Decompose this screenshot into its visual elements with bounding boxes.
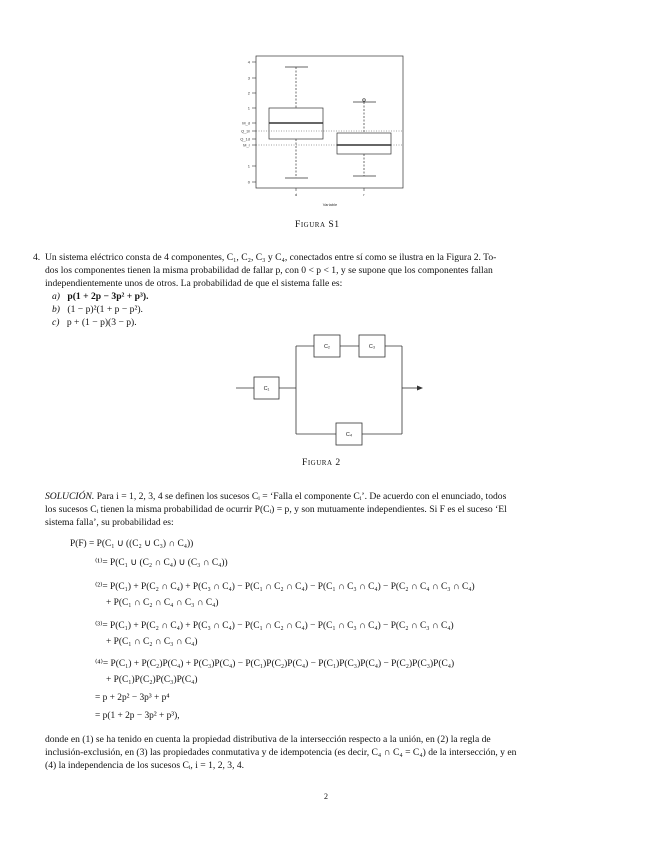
page-number: 2 bbox=[324, 792, 328, 801]
boxplot-chart bbox=[228, 52, 408, 212]
solution-line bbox=[45, 490, 619, 503]
option-c bbox=[52, 316, 137, 329]
y-tick-label: 4 bbox=[247, 59, 250, 65]
x-axis-label: Variable bbox=[322, 202, 338, 207]
component-label: C₂ bbox=[323, 344, 331, 350]
option-text: p(1 + 2p − 3p² + p³). bbox=[67, 291, 149, 302]
y-tick-label: 1 bbox=[247, 163, 250, 169]
circuit-diagram bbox=[230, 330, 430, 450]
solution-heading: SOLUCIÓN. bbox=[45, 491, 95, 502]
problem-statement-line: Un sistema eléctrico consta de 4 componentes, C₁, C₂, C₃ y C₄, conectados entre sí como se ilustra en la Figura 2. To- bbox=[45, 252, 497, 263]
component-label: C₃ bbox=[368, 344, 376, 350]
y-tick-label: 2 bbox=[247, 90, 250, 96]
box-r bbox=[337, 99, 391, 176]
equation-line: P(F) = P(C₁ ∪ ((C₂ ∪ C₃) ∩ C₄)) bbox=[70, 539, 194, 549]
box-d bbox=[269, 67, 323, 178]
y-tick-label: M_r bbox=[243, 142, 250, 148]
y-tick-label: 1 bbox=[247, 105, 250, 111]
y-tick-label: 3 bbox=[247, 75, 250, 81]
closing-line: inclusión-exclusión, en (3) las propiedades conmutativa y de idempotencia (es decir, C₄ ∩ C₄ = C₄) de la intersección, y en bbox=[45, 747, 517, 758]
x-tick-label: d bbox=[294, 192, 298, 197]
figure-s1-caption: Figura S1 bbox=[295, 219, 340, 230]
closing-line: (4) la independencia de los sucesos Cᵢ, i = 1, 2, 3, 4. bbox=[45, 760, 245, 771]
problem-number: 4. bbox=[33, 252, 41, 263]
solution-text: Para i = 1, 2, 3, 4 se definen los sucesos Cᵢ = ‘Falla el componente Cᵢ’. De acuerdo con el enunciado, todos bbox=[96, 491, 507, 502]
equation-line: ⁽³⁾= P(C₁) + P(C₂ ∩ C₄) + P(C₃ ∩ C₄) − P(C₁ ∩ C₂ ∩ C₄) − P(C₁ ∩ C₃ ∩ C₄) − P(C₂ ∩ C₃ ∩ C₄) bbox=[95, 621, 454, 631]
option-text: p + (1 − p)(3 − p). bbox=[66, 317, 137, 328]
equation-line: ⁽⁴⁾= P(C₁) + P(C₂)P(C₄) + P(C₃)P(C₄) − P(C₁)P(C₂)P(C₄) − P(C₁)P(C₃)P(C₄) − P(C₂)P(C₃)P(C₄) bbox=[95, 659, 455, 669]
y-tick-label: M_d bbox=[242, 120, 250, 126]
equation-line: = p(1 + 2p − 3p² + p³), bbox=[95, 711, 180, 721]
y-axis-labels bbox=[240, 60, 251, 185]
equation-line: ⁽²⁾= P(C₁) + P(C₂ ∩ C₄) + P(C₃ ∩ C₄) − P(C₁ ∩ C₂ ∩ C₄) − P(C₁ ∩ C₃ ∩ C₄) − P(C₂ ∩ C₄ ∩ C₃ ∩ C₄) bbox=[95, 582, 475, 592]
solution-line: sistema falla’, su probabilidad es: bbox=[45, 517, 174, 528]
equation-line: + P(C₁)P(C₂)P(C₃)P(C₄) bbox=[106, 675, 198, 685]
option-text: (1 − p)²(1 + p − p²). bbox=[67, 304, 143, 315]
x-tick-label: r bbox=[363, 192, 365, 197]
problem-statement-line: dos los componentes tienen la misma probabilidad de fallar p, con 0 < p < 1, y se supone que los componentes fallan bbox=[45, 265, 493, 276]
option-a bbox=[52, 290, 148, 303]
y-tick-label: Q_1d bbox=[240, 136, 250, 142]
option-label: a) bbox=[52, 291, 60, 302]
option-b bbox=[52, 303, 143, 316]
plot-frame bbox=[256, 56, 403, 188]
component-label: C₄ bbox=[345, 432, 353, 438]
y-tick-label: Q_3r bbox=[241, 128, 250, 134]
equation-line: ⁽¹⁾= P(C₁ ∪ (C₂ ∩ C₄) ∪ (C₃ ∩ C₄)) bbox=[95, 558, 228, 568]
component-label: C₁ bbox=[263, 386, 270, 392]
option-label: b) bbox=[52, 304, 60, 315]
closing-line: donde en (1) se ha tenido en cuenta la propiedad distributiva de la intersección respecto a la unión, en (2) la regla de bbox=[45, 734, 491, 745]
equation-line: = p + 2p² − 3p³ + p⁴ bbox=[95, 693, 170, 703]
output-arrow-icon bbox=[417, 386, 423, 391]
figure-s1 bbox=[228, 52, 408, 212]
option-label: c) bbox=[52, 317, 60, 328]
figure-2 bbox=[230, 330, 430, 450]
figure-2-caption: Figura 2 bbox=[302, 457, 341, 468]
equation-line: + P(C₁ ∩ C₂ ∩ C₄ ∩ C₃ ∩ C₄) bbox=[106, 598, 219, 608]
problem-statement-line: independientemente unos de otros. La probabilidad de que el sistema falle es: bbox=[45, 278, 343, 289]
solution-line: los sucesos Cᵢ tienen la misma probabilidad de ocurrir P(Cᵢ) = p, y son mutuamente independientes. Si F es el suceso ‘El bbox=[45, 504, 507, 515]
equation-line: + P(C₁ ∩ C₂ ∩ C₃ ∩ C₄) bbox=[106, 637, 198, 647]
y-tick-label: 0 bbox=[247, 179, 250, 185]
